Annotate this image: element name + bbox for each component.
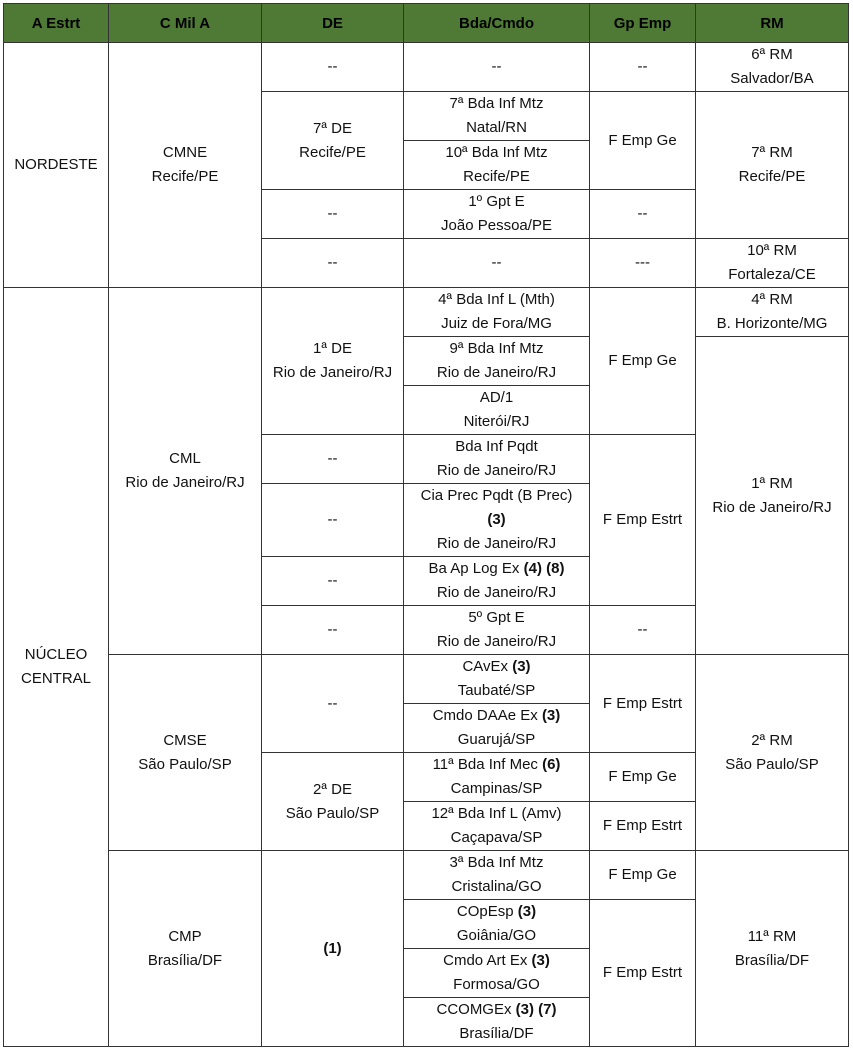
table-row [4,288,849,337]
rm-7: 7ª RM Recife/PE [696,92,849,239]
de-empty: -- [262,655,404,753]
bda-cavex: CAvEx (3) Taubaté/SP [404,655,590,704]
gp-estrt: F Emp Estrt [590,900,696,1047]
de-empty: -- [262,557,404,606]
header-row [4,4,849,43]
bda-9-mtz: 9ª Bda Inf Mtz Rio de Janeiro/RJ [404,337,590,386]
cmil-cmp: CMP Brasília/DF [109,851,262,1047]
bda-4-l: 4ª Bda Inf L (Mth) Juiz de Fora/MG [404,288,590,337]
bda-pqdt: Bda Inf Pqdt Rio de Janeiro/RJ [404,435,590,484]
bda-daae: Cmdo DAAe Ex (3) Guarujá/SP [404,704,590,753]
de-7: 7ª DE Recife/PE [262,92,404,190]
bda-copesp: COpEsp (3) Goiânia/GO [404,900,590,949]
de-empty: -- [262,43,404,92]
bda-gpt-5: 5º Gpt E Rio de Janeiro/RJ [404,606,590,655]
bda-3-mtz: 3ª Bda Inf Mtz Cristalina/GO [404,851,590,900]
de-empty: -- [262,484,404,557]
gp-ge: F Emp Ge [590,753,696,802]
gp-ge: F Emp Ge [590,92,696,190]
de-1: 1ª DE Rio de Janeiro/RJ [262,288,404,435]
bda-10-mtz: 10ª Bda Inf Mtz Recife/PE [404,141,590,190]
cmil-cml: CML Rio de Janeiro/RJ [109,288,262,655]
gp-estrt: F Emp Estrt [590,655,696,753]
bda-11-mec: 11ª Bda Inf Mec (6) Campinas/SP [404,753,590,802]
bda-gpt-1: 1º Gpt E João Pessoa/PE [404,190,590,239]
area-nordeste: NORDESTE [4,43,109,288]
rm-1: 1ª RM Rio de Janeiro/RJ [696,337,849,655]
de-empty: -- [262,190,404,239]
bda-12-l: 12ª Bda Inf L (Amv) Caçapava/SP [404,802,590,851]
area-nucleo-central: NÚCLEO CENTRAL [4,288,109,1047]
header-rm: RM [696,4,849,43]
header-cmil: C Mil A [109,4,262,43]
bda-ccomgex: CCOMGEx (3) (7) Brasília/DF [404,998,590,1047]
gp-ge: F Emp Ge [590,851,696,900]
table-row [4,655,849,704]
table-row [4,851,849,900]
bda-art-ex: Cmdo Art Ex (3) Formosa/GO [404,949,590,998]
gp-empty: -- [590,190,696,239]
bda-7-mtz: 7ª Bda Inf Mtz Natal/RN [404,92,590,141]
rm-4: 4ª RM B. Horizonte/MG [696,288,849,337]
bda-cia-prec: Cia Prec Pqdt (B Prec) (3) Rio de Janeiro/RJ [404,484,590,557]
gp-estrt: F Emp Estrt [590,802,696,851]
de-note-1: (1) [262,851,404,1047]
de-empty: -- [262,435,404,484]
gp-ge: F Emp Ge [590,288,696,435]
gp-empty: -- [590,43,696,92]
header-gp: Gp Emp [590,4,696,43]
cmil-cmse: CMSE São Paulo/SP [109,655,262,851]
rm-10: 10ª RM Fortaleza/CE [696,239,849,288]
organization-table [3,3,849,1047]
header-de: DE [262,4,404,43]
rm-6: 6ª RM Salvador/BA [696,43,849,92]
gp-estrt: F Emp Estrt [590,435,696,606]
gp-empty: --- [590,239,696,288]
header-bda: Bda/Cmdo [404,4,590,43]
gp-empty: -- [590,606,696,655]
de-empty: -- [262,606,404,655]
table-row [4,43,849,92]
bda-ad-1: AD/1 Niterói/RJ [404,386,590,435]
cmil-cmne: CMNE Recife/PE [109,43,262,288]
de-2: 2ª DE São Paulo/SP [262,753,404,851]
bda-ba-ap-log: Ba Ap Log Ex (4) (8) Rio de Janeiro/RJ [404,557,590,606]
bda-empty: -- [404,43,590,92]
rm-11: 11ª RM Brasília/DF [696,851,849,1047]
rm-2: 2ª RM São Paulo/SP [696,655,849,851]
bda-empty: -- [404,239,590,288]
header-area: A Estrt [4,4,109,43]
de-empty: -- [262,239,404,288]
